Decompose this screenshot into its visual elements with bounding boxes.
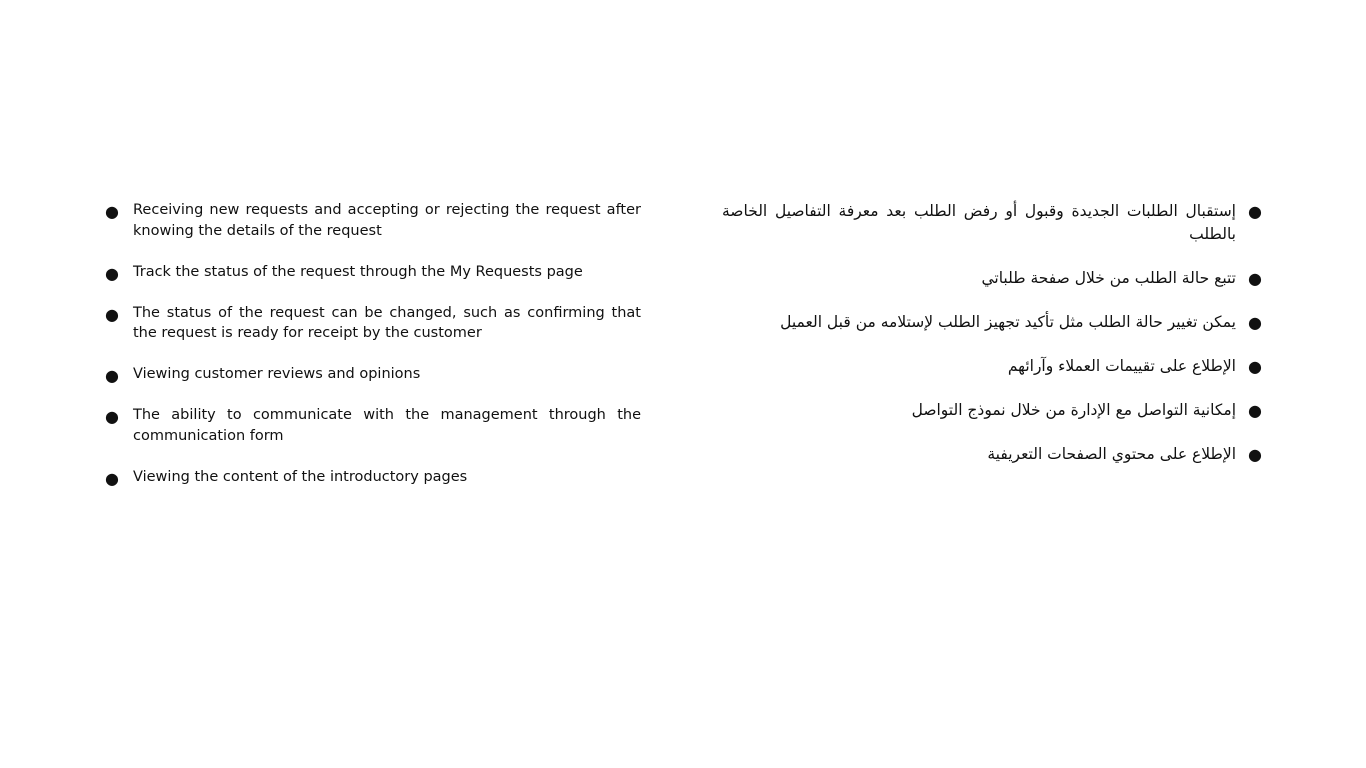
list-item bbox=[100, 303, 641, 344]
list-item bbox=[722, 267, 1264, 290]
list-item bbox=[100, 405, 641, 446]
bullet-icon: ● bbox=[1248, 269, 1262, 288]
list-item-text: Viewing customer reviews and opinions bbox=[133, 366, 421, 382]
arabic-feature-list bbox=[722, 200, 1264, 466]
list-item-text: الإطلاع على تقييمات العملاء وآرائهم bbox=[1007, 357, 1236, 375]
list-item bbox=[100, 364, 641, 385]
bullet-icon: ● bbox=[1248, 357, 1262, 376]
list-item bbox=[100, 262, 641, 283]
bullet-icon: ● bbox=[1248, 202, 1262, 221]
bullet-icon: ● bbox=[105, 468, 119, 488]
list-item bbox=[722, 200, 1264, 246]
list-item bbox=[722, 355, 1264, 378]
list-item-text: Viewing the content of the introductory pages bbox=[133, 468, 468, 485]
list-item bbox=[722, 311, 1264, 334]
bullet-icon: ● bbox=[105, 202, 119, 221]
bullet-icon: ● bbox=[105, 304, 119, 324]
english-feature-list bbox=[100, 200, 641, 487]
bullet-icon: ● bbox=[105, 407, 119, 426]
list-item-text: يمكن تغيير حالة الطلب مثل تأكيد تجهيز الطلب لإستلامه من قبل العميل bbox=[780, 313, 1236, 331]
list-item-text: The status of the request can be changed, such as confirming that the request is ready for receipt by the customer bbox=[133, 304, 641, 341]
bullet-icon: ● bbox=[1248, 445, 1262, 464]
list-item bbox=[722, 443, 1264, 466]
bullet-icon: ● bbox=[1248, 313, 1262, 332]
arabic-column bbox=[722, 200, 1264, 487]
list-item-text: إمكانية التواصل مع الإدارة من خلال نموذج التواصل bbox=[911, 401, 1236, 419]
list-item-text: الإطلاع على محتوي الصفحات التعريفية bbox=[987, 445, 1236, 463]
list-item bbox=[100, 467, 641, 488]
english-column bbox=[100, 200, 641, 508]
list-item-text: The ability to communicate with the management through the communication form bbox=[133, 407, 641, 444]
bullet-icon: ● bbox=[105, 366, 119, 385]
bullet-icon: ● bbox=[1248, 401, 1262, 420]
bullet-icon: ● bbox=[105, 263, 119, 283]
list-item-text: إستقبال الطلبات الجديدة وقبول أو رفض الطلب بعد معرفة التفاصيل الخاصة بالطلب bbox=[722, 202, 1236, 243]
list-item bbox=[722, 399, 1264, 422]
list-item bbox=[100, 200, 641, 241]
list-item-text: تتبع حالة الطلب من خلال صفحة طلباتي bbox=[981, 269, 1236, 287]
list-item-text: Receiving new requests and accepting or rejecting the request after knowing the details of the request bbox=[133, 202, 641, 239]
list-item-text: Track the status of the request through the My Requests page bbox=[133, 263, 583, 280]
